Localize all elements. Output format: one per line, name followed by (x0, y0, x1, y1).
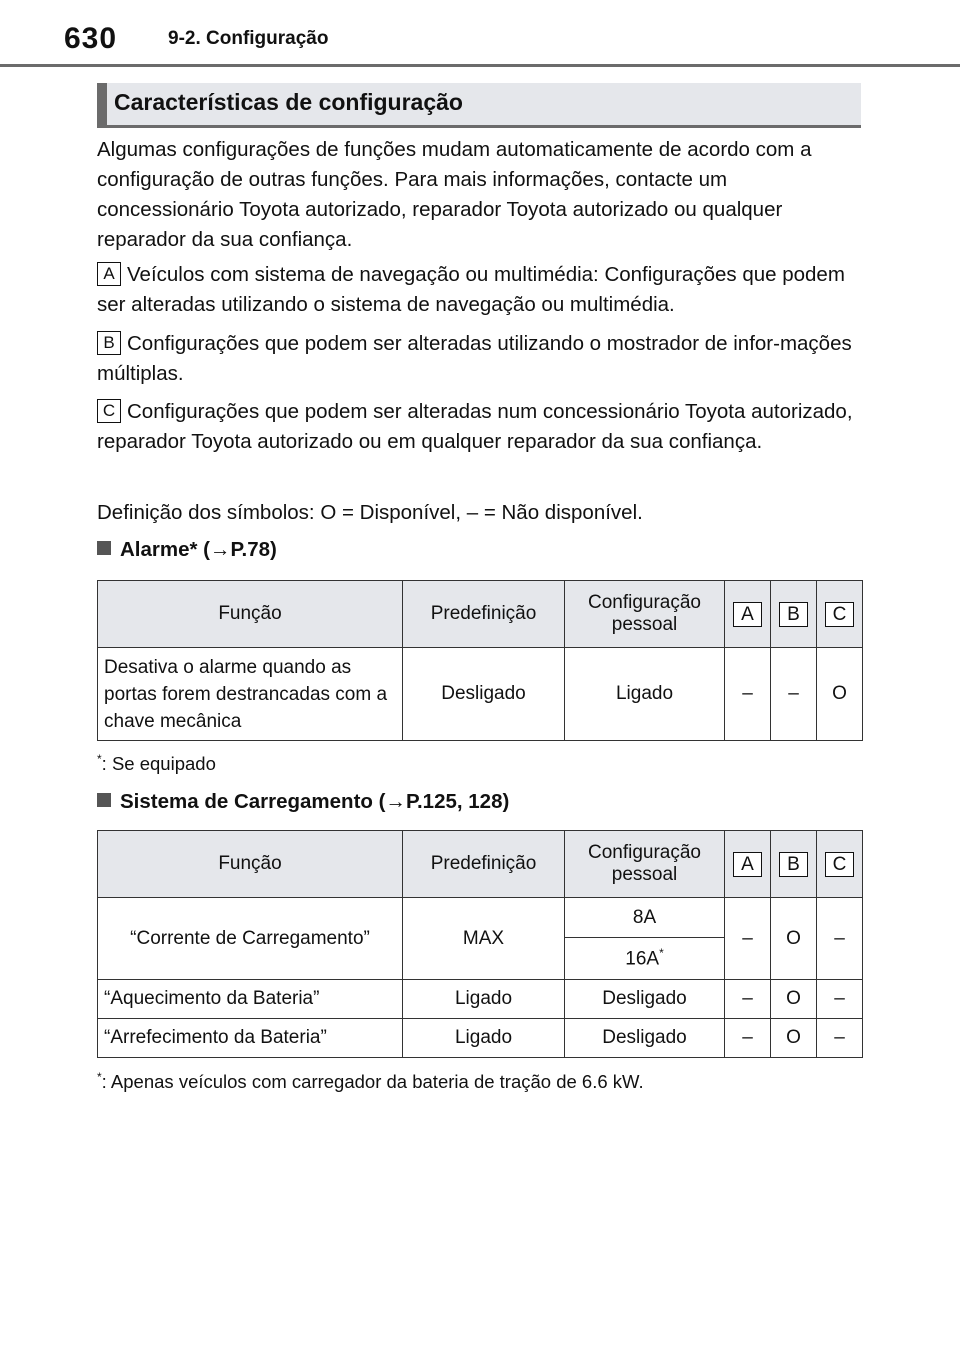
cell-a: – (725, 1019, 771, 1058)
charging-heading-text: Sistema de Carregamento (→P.125, 128) (120, 790, 510, 813)
charging-heading (97, 790, 509, 814)
footnote-mark: * (97, 1070, 102, 1084)
symbols-definition: Definição dos símbolos: O = Disponível, – = Não disponível. (97, 501, 643, 524)
badge-a: A (733, 852, 762, 877)
section-title: Características de configuração (114, 89, 463, 115)
cell-b: O (771, 1019, 817, 1058)
cell-custom-option: 8A (565, 898, 725, 938)
table-header-row (98, 831, 863, 898)
header-a (725, 581, 771, 648)
footnote-mark: * (659, 946, 664, 961)
alarm-heading-text: Alarme* (→P.78) (120, 538, 277, 561)
legend-item-b (97, 329, 861, 389)
alarm-heading (97, 538, 277, 562)
cell-custom: Desligado (565, 1019, 725, 1058)
charging-footnote (97, 1070, 644, 1093)
cell-b: O (771, 980, 817, 1019)
cell-c: O (817, 648, 863, 741)
cell-custom-option (565, 938, 725, 980)
header-divider (0, 64, 960, 67)
intro-paragraph: Algumas configurações de funções mudam automaticamente de acordo com a configuração de outras funções. Para mais informações, contacte um concessionário Toyota autorizado, reparador Toyota autorizado ou qualquer reparador da sua confiança. (97, 138, 812, 251)
header-default: Predefinição (403, 581, 565, 648)
footnote-text: : Se equipado (101, 753, 216, 775)
cell-b: – (771, 648, 817, 741)
badge-b: B (779, 602, 808, 627)
table-header-row (98, 581, 863, 648)
legend-text-b: Configurações que podem ser alteradas utilizando o mostrador de infor-mações múltiplas. (97, 332, 852, 385)
bullet-square-icon (97, 541, 111, 555)
badge-a: A (733, 602, 762, 627)
badge-a: A (97, 262, 121, 286)
table-row (98, 898, 863, 938)
section-heading-band (97, 83, 861, 128)
footnote-text: : Apenas veículos com carregador da bateria de tração de 6.6 kW. (101, 1071, 644, 1093)
badge-c: C (97, 399, 121, 423)
cell-a: – (725, 648, 771, 741)
table-row (98, 980, 863, 1019)
header-c (817, 581, 863, 648)
legend-item-c (97, 397, 861, 457)
cell-c: – (817, 1019, 863, 1058)
cell-default: Ligado (403, 1019, 565, 1058)
legend-text-a: Veículos com sistema de navegação ou multimédia: Configurações que podem ser alteradas utilizando o sistema de navegação ou multimédia. (97, 263, 845, 316)
cell-function: “Aquecimento da Bateria” (98, 980, 403, 1019)
cell-custom: Ligado (565, 648, 725, 741)
header-b (771, 581, 817, 648)
page-header (0, 0, 960, 66)
badge-b: B (779, 852, 808, 877)
cell-function: “Corrente de Carregamento” (98, 898, 403, 980)
cell-c: – (817, 980, 863, 1019)
alarm-table (97, 580, 863, 741)
chapter-title: 9-2. Configuração (168, 28, 329, 49)
alarm-footnote (97, 752, 216, 775)
cell-b: O (771, 898, 817, 980)
cell-a: – (725, 980, 771, 1019)
cell-function: Desativa o alarme quando as portas forem destrancadas com a chave mecânica (98, 648, 403, 741)
footnote-mark: * (97, 752, 102, 766)
cell-custom-value: 16A (625, 948, 660, 970)
cell-default: Desligado (403, 648, 565, 741)
legend-text-c: Configurações que podem ser alteradas num concessionário Toyota autorizado, reparador Toyota autorizado ou em qualquer reparador da sua confiança. (97, 400, 853, 453)
cell-a: – (725, 898, 771, 980)
page-number: 630 (64, 22, 118, 55)
header-a (725, 831, 771, 898)
header-b (771, 831, 817, 898)
header-c (817, 831, 863, 898)
header-function: Função (98, 581, 403, 648)
table-row (98, 648, 863, 741)
header-custom: Configuração pessoal (565, 831, 725, 898)
charging-table (97, 830, 863, 1058)
badge-b: B (97, 331, 121, 355)
bullet-square-icon (97, 793, 111, 807)
header-function: Função (98, 831, 403, 898)
cell-default: Ligado (403, 980, 565, 1019)
section-heading-bar (97, 83, 107, 128)
header-default: Predefinição (403, 831, 565, 898)
badge-c: C (825, 852, 854, 877)
cell-custom: Desligado (565, 980, 725, 1019)
cell-c: – (817, 898, 863, 980)
legend-item-a (97, 260, 861, 320)
table-row (98, 1019, 863, 1058)
badge-c: C (825, 602, 854, 627)
cell-function: “Arrefecimento da Bateria” (98, 1019, 403, 1058)
cell-default: MAX (403, 898, 565, 980)
header-custom: Configuração pessoal (565, 581, 725, 648)
